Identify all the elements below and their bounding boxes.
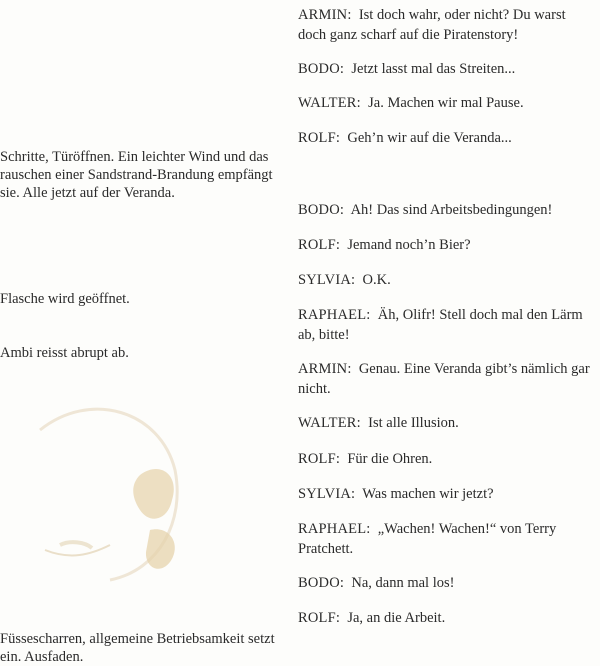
dialogue-text: Ist doch wahr, oder nicht? Du warst doch ganz scharf auf die Piratenstory! xyxy=(298,7,566,43)
speaker-name: BODO: xyxy=(298,61,345,77)
dialogue-line xyxy=(298,519,596,559)
dialogue-line xyxy=(298,484,596,504)
speaker-name: RAPHAEL: xyxy=(298,521,371,537)
speaker-name: RAPHAEL: xyxy=(298,307,371,323)
speaker-name: ARMIN: xyxy=(298,7,352,23)
dialogue-line xyxy=(298,573,596,593)
dialogue-text: Für die Ohren. xyxy=(347,451,433,467)
dialogue-text: Jetzt lasst mal das Streiten... xyxy=(351,61,516,77)
speaker-name: ARMIN: xyxy=(298,361,352,377)
dialogue-line xyxy=(298,413,596,433)
speaker-name: ROLF: xyxy=(298,237,341,253)
dialogue-line xyxy=(298,235,596,255)
dialogue-line xyxy=(298,5,596,45)
speaker-name: BODO: xyxy=(298,202,345,218)
dialogue-line xyxy=(298,449,596,469)
dialogue-line xyxy=(298,128,596,148)
dialogue-text: Ah! Das sind Arbeitsbedingungen! xyxy=(350,202,553,218)
dialogue-line xyxy=(298,359,596,399)
speaker-name: SYLVIA: xyxy=(298,272,356,288)
dialogue-line xyxy=(298,608,596,628)
dialogue-text: Ja. Machen wir mal Pause. xyxy=(368,95,524,111)
speaker-name: WALTER: xyxy=(298,415,361,431)
dialogue-text: Was machen wir jetzt? xyxy=(362,486,494,502)
speaker-name: WALTER: xyxy=(298,95,361,111)
dialogue-text: Genau. Eine Veranda gibt’s nämlich gar nicht. xyxy=(298,361,590,397)
dialogue-line xyxy=(298,305,596,345)
dialogue-line xyxy=(298,59,596,79)
dialogue-text: Na, dann mal los! xyxy=(351,575,455,591)
dialogue-text: O.K. xyxy=(362,272,391,288)
dialogue-text: „Wachen! Wachen!“ von Terry Pratchett. xyxy=(298,521,557,557)
dialogue-text: Ist alle Illusion. xyxy=(368,415,459,431)
dialogue-text: Ja, an die Arbeit. xyxy=(347,610,446,626)
speaker-name: ROLF: xyxy=(298,610,341,626)
speaker-name: BODO: xyxy=(298,575,345,591)
dialogue-line xyxy=(298,200,596,220)
stage-direction: Ambi reisst abrupt ab. xyxy=(0,345,129,361)
speaker-name: ROLF: xyxy=(298,130,341,146)
stage-direction: Füssescharren, allgemeine Betriebsamkeit setzt ein. Ausfaden. xyxy=(0,631,275,665)
stage-direction: Flasche wird geöffnet. xyxy=(0,291,130,307)
dialogue-line xyxy=(298,93,596,113)
coffee-stain-icon xyxy=(0,380,220,600)
stage-direction: Schritte, Türöffnen. Ein leichter Wind und das rauschen einer Sandstrand-Brandung empfängt sie. Alle jetzt auf der Veranda. xyxy=(0,149,273,201)
speaker-name: SYLVIA: xyxy=(298,486,356,502)
dialogue-text: Jemand noch’n Bier? xyxy=(347,237,471,253)
dialogue-text: Geh’n wir auf die Veranda... xyxy=(347,130,512,146)
dialogue-text: Äh, Olifr! Stell doch mal den Lärm ab, bitte! xyxy=(298,307,583,343)
speaker-name: ROLF: xyxy=(298,451,341,467)
dialogue-line xyxy=(298,270,596,290)
